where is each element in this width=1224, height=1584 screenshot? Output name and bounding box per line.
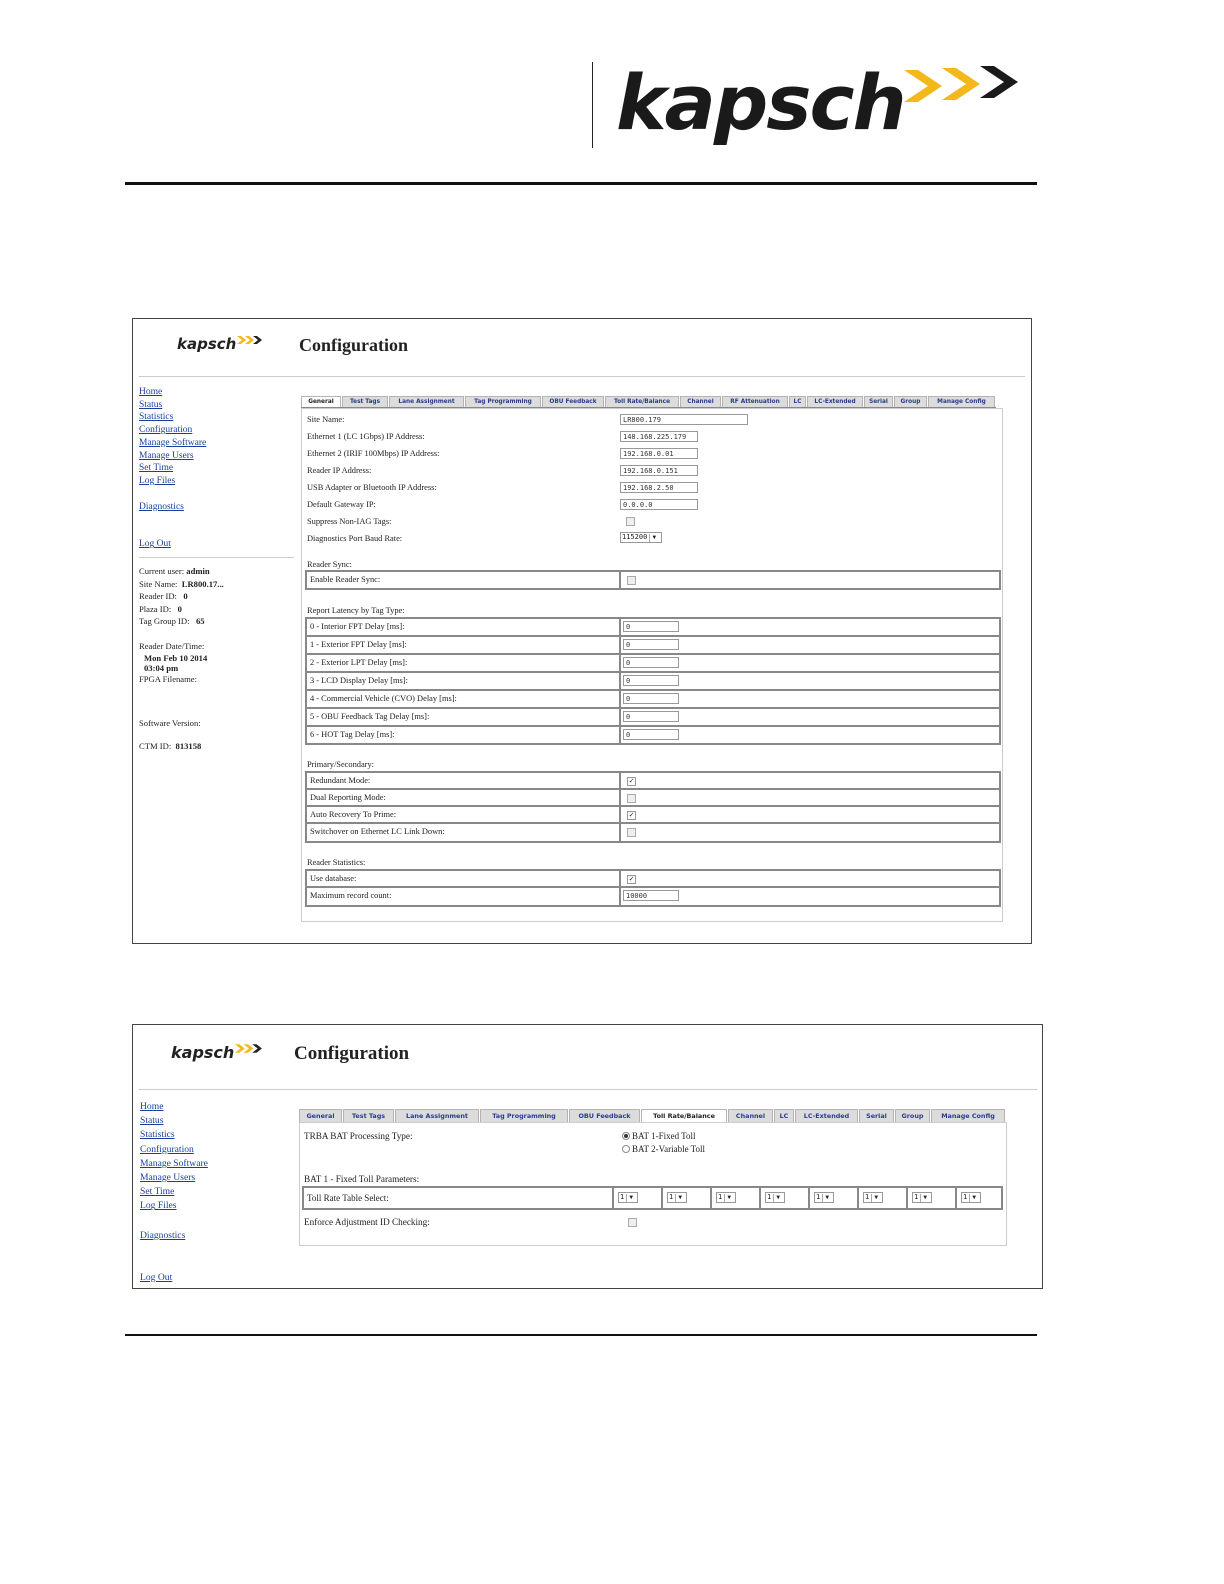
app-logo-arrows-icon	[237, 335, 263, 345]
tag-group-value: 65	[195, 616, 205, 627]
tab-toll-rate-balance[interactable]: Toll Rate/Balance	[641, 1109, 727, 1122]
plaza-id-value: 0	[177, 603, 182, 614]
app-logo-text: kapsch	[177, 335, 237, 353]
header-separator	[139, 376, 1025, 377]
column-divider	[808, 1188, 810, 1208]
header-divider	[592, 62, 593, 148]
max-record-label: Maximum record count:	[310, 891, 392, 900]
table-row	[307, 619, 999, 637]
use-database-checkbox[interactable]: ✓	[628, 875, 635, 883]
bat1-label: BAT 1-Fixed Toll	[632, 1131, 696, 1141]
field-label: Default Gateway IP:	[307, 500, 376, 509]
site-name-row	[139, 578, 224, 591]
tab-serial[interactable]: Serial	[859, 1109, 894, 1122]
footer-rule	[125, 1334, 1037, 1336]
latency-label: 0 - Interior FPT Delay [ms]:	[310, 622, 405, 631]
table-row	[307, 888, 999, 905]
table-row	[307, 727, 999, 743]
tab-lc[interactable]: LC	[774, 1109, 794, 1122]
current-user-row	[139, 565, 224, 578]
toll-table-select-4[interactable]	[765, 1192, 785, 1203]
ctm-id-value: 813158	[175, 740, 202, 751]
usb-ip-input[interactable]: 192.168.2.50	[620, 482, 698, 493]
nav-log-out[interactable]: Log Out	[140, 1271, 173, 1283]
select-value: 1	[669, 1193, 674, 1201]
nav-set-time[interactable]: Set Time	[139, 463, 174, 474]
fpga-filename-label: FPGA Filename:	[139, 673, 198, 684]
site-name-input[interactable]: LR800.179	[620, 414, 748, 425]
latency-input[interactable]: 0	[623, 657, 679, 668]
toll-table-select	[302, 1186, 1003, 1210]
nav-manage-users[interactable]: Manage Users	[140, 1172, 196, 1184]
toll-rate-panel	[299, 1122, 1007, 1246]
dual-reporting-checkbox[interactable]	[627, 794, 636, 803]
suppress-label: Suppress Non-IAG Tags:	[307, 517, 392, 526]
select-value: 1	[620, 1193, 625, 1201]
select-value: 1	[963, 1193, 968, 1201]
config-tabs	[301, 396, 996, 408]
sidebar-separator	[139, 557, 294, 558]
reader-date: Mon Feb 10 2014	[144, 652, 208, 663]
field-label: USB Adapter or Bluetooth IP Address:	[307, 483, 437, 492]
nav-statistics[interactable]: Statistics	[140, 1129, 175, 1141]
plaza-id-row	[139, 603, 224, 616]
switchover-checkbox[interactable]	[627, 828, 636, 837]
latency-input[interactable]: 0	[623, 693, 679, 704]
reader-sync-table	[305, 570, 1001, 590]
nav-log-out[interactable]: Log Out	[139, 539, 171, 550]
primary-label: Dual Reporting Mode:	[310, 793, 386, 802]
screenshot-toll-rate	[132, 1024, 1043, 1289]
header-separator	[139, 1089, 1037, 1090]
tab-rf-attenuation[interactable]: RF Attenuation	[722, 396, 788, 407]
current-user-label: Current user:	[139, 566, 185, 576]
screenshot-general	[132, 318, 1032, 944]
column-divider	[710, 1188, 712, 1208]
current-user-value: admin	[186, 566, 210, 576]
toll-table-select-1[interactable]	[618, 1192, 638, 1203]
field-label: Site Name:	[307, 415, 345, 424]
tab-test-tags[interactable]: Test Tags	[342, 396, 388, 407]
max-record-input[interactable]: 10000	[623, 890, 679, 901]
table-row	[307, 673, 999, 691]
column-divider	[955, 1188, 957, 1208]
reader-info	[139, 565, 224, 752]
tab-channel[interactable]: Channel	[728, 1109, 773, 1122]
field-label: Ethernet 1 (LC 1Gbps) IP Address:	[307, 432, 425, 441]
reader-time: 03:04 pm	[144, 662, 179, 673]
stats-heading: Reader Statistics:	[307, 858, 366, 867]
page-title: Configuration	[294, 1043, 410, 1064]
app-logo-text: kapsch	[171, 1043, 235, 1062]
redundant-mode-checkbox[interactable]: ✓	[628, 777, 635, 785]
tab-obu-feedback[interactable]: OBU Feedback	[569, 1109, 640, 1122]
toll-table-select-7[interactable]	[912, 1192, 932, 1203]
select-value: 1	[767, 1193, 772, 1201]
header-rule	[125, 182, 1037, 185]
ethernet1-ip-input[interactable]: 148.168.225.179	[620, 431, 698, 442]
nav-manage-software[interactable]: Manage Software	[139, 437, 207, 448]
primary-label: Switchover on Ethernet LC Link Down:	[310, 827, 445, 836]
app-logo	[171, 1043, 263, 1062]
gateway-ip-input[interactable]: 0.0.0.0	[620, 499, 698, 510]
field-label: Ethernet 2 (IRIF 100Mbps) IP Address:	[307, 449, 440, 458]
kapsch-logo	[616, 58, 905, 148]
nav-home[interactable]: Home	[139, 387, 163, 397]
baud-value: 115200	[622, 533, 648, 541]
chevron-down-icon: ▼	[773, 1194, 782, 1202]
ctm-id-row	[139, 740, 224, 753]
nav-menu	[139, 386, 206, 551]
reader-datetime-label: Reader Date/Time:	[139, 640, 205, 651]
tab-tag-programming[interactable]: Tag Programming	[480, 1109, 568, 1122]
bat2-label: BAT 2-Variable Toll	[632, 1144, 706, 1154]
tab-obu-feedback[interactable]: OBU Feedback	[542, 396, 604, 407]
primary-label: Redundant Mode:	[310, 776, 371, 785]
tab-test-tags[interactable]: Test Tags	[343, 1109, 394, 1122]
table-row	[307, 637, 999, 655]
chevron-down-icon: ▼	[626, 1194, 635, 1202]
config-tabs	[299, 1109, 1006, 1123]
tab-manage-config[interactable]: Manage Config	[931, 1109, 1005, 1122]
table-row	[307, 773, 999, 790]
select-value: 1	[718, 1193, 723, 1201]
stats-table	[305, 869, 1001, 907]
software-version-label: Software Version:	[139, 718, 201, 729]
column-divider	[857, 1188, 859, 1208]
use-database-label: Use database:	[310, 874, 357, 883]
tab-lc-extended[interactable]: LC-Extended	[807, 396, 863, 407]
chevron-down-icon: ▼	[724, 1194, 733, 1202]
tab-general[interactable]: General	[301, 396, 341, 407]
toll-table-label: Toll Rate Table Select:	[307, 1193, 389, 1203]
column-divider	[759, 1188, 761, 1208]
nav-log-files[interactable]: Log Files	[139, 475, 176, 486]
toll-table-select-5[interactable]	[814, 1192, 834, 1203]
chevron-down-icon: ▼	[649, 534, 658, 542]
table-row	[307, 655, 999, 673]
enforce-adjustment-checkbox[interactable]	[628, 1218, 637, 1227]
toll-table-select-2[interactable]	[667, 1192, 687, 1203]
nav-manage-software[interactable]: Manage Software	[140, 1157, 208, 1169]
latency-input[interactable]: 0	[623, 711, 679, 722]
chevron-down-icon: ▼	[675, 1194, 684, 1202]
app-logo	[177, 335, 263, 353]
primary-label: Auto Recovery To Prime:	[310, 810, 397, 819]
ethernet2-ip-input[interactable]: 192.168.0.01	[620, 448, 698, 459]
field-label: Reader IP Address:	[307, 466, 372, 475]
tab-manage-config[interactable]: Manage Config	[928, 396, 995, 407]
chevron-down-icon: ▼	[822, 1194, 831, 1202]
table-row	[307, 807, 999, 824]
reader-date-value	[139, 653, 224, 663]
reader-id-row	[139, 590, 224, 603]
tab-tag-programming[interactable]: Tag Programming	[465, 396, 541, 407]
latency-label: 6 - HOT Tag Delay [ms]:	[310, 730, 395, 739]
site-name-value: LR800.17...	[181, 578, 224, 589]
tag-group-row	[139, 615, 224, 628]
app-logo-arrows-icon	[235, 1043, 263, 1054]
nav-menu	[140, 1100, 208, 1285]
tab-serial[interactable]: Serial	[864, 396, 893, 407]
nav-statistics[interactable]: Statistics	[139, 412, 174, 423]
tab-general[interactable]: General	[299, 1109, 342, 1122]
primary-table	[305, 771, 1001, 843]
latency-label: 5 - OBU Feedback Tag Delay [ms]:	[310, 712, 430, 721]
fixed-toll-heading: BAT 1 - Fixed Toll Parameters:	[304, 1174, 420, 1184]
nav-diagnostics[interactable]: Diagnostics	[139, 501, 184, 512]
table-row	[307, 871, 999, 888]
baud-select[interactable]	[620, 532, 662, 543]
tag-group-label: Tag Group ID:	[139, 616, 190, 627]
chevron-down-icon: ▼	[920, 1194, 929, 1202]
latency-label: 1 - Exterior FPT Delay [ms]:	[310, 640, 407, 649]
select-value: 1	[865, 1193, 870, 1201]
reader-sync-heading: Reader Sync:	[307, 560, 352, 569]
enable-sync-checkbox[interactable]	[627, 576, 636, 585]
table-row	[307, 572, 999, 588]
plaza-id-label: Plaza ID:	[139, 603, 172, 614]
primary-heading: Primary/Secondary:	[307, 760, 374, 769]
tab-channel[interactable]: Channel	[680, 396, 721, 407]
nav-status[interactable]: Status	[139, 399, 163, 410]
table-row	[307, 709, 999, 727]
column-divider	[661, 1188, 663, 1208]
column-divider	[906, 1188, 908, 1208]
nav-diagnostics[interactable]: Diagnostics	[140, 1229, 186, 1241]
page-title: Configuration	[299, 335, 409, 355]
latency-input[interactable]: 0	[623, 675, 679, 686]
processing-type-label: TRBA BAT Processing Type:	[304, 1131, 413, 1141]
toll-table-select-6[interactable]	[863, 1192, 883, 1203]
bat1-radio[interactable]	[622, 1131, 696, 1141]
latency-input[interactable]: 0	[623, 621, 679, 632]
suppress-checkbox[interactable]	[626, 517, 635, 526]
bat2-radio[interactable]	[622, 1144, 705, 1154]
site-name-label: Site Name:	[139, 578, 178, 589]
tab-lane-assignment[interactable]: Lane Assignment	[389, 396, 464, 407]
chevron-down-icon: ▼	[871, 1194, 880, 1202]
ctm-id-label: CTM ID:	[139, 740, 172, 751]
nav-log-files[interactable]: Log Files	[140, 1200, 177, 1212]
nav-configuration[interactable]: Configuration	[140, 1143, 194, 1155]
nav-status[interactable]: Status	[140, 1115, 164, 1127]
tab-lane-assignment[interactable]: Lane Assignment	[395, 1109, 479, 1122]
select-value: 1	[914, 1193, 919, 1201]
table-row	[307, 824, 999, 841]
latency-input[interactable]: 0	[623, 729, 679, 740]
reader-id-value: 0	[183, 591, 188, 602]
latency-label: 2 - Exterior LPT Delay [ms]:	[310, 658, 408, 667]
baud-label: Diagnostics Port Baud Rate:	[307, 534, 403, 543]
enable-sync-label: Enable Reader Sync:	[310, 575, 381, 584]
nav-manage-users[interactable]: Manage Users	[139, 450, 194, 461]
radio-unselected-icon	[622, 1145, 630, 1153]
table-row	[307, 790, 999, 807]
reader-id-label: Reader ID:	[139, 591, 177, 602]
latency-label: 3 - LCD Display Delay [ms]:	[310, 676, 408, 685]
chevron-down-icon: ▼	[969, 1194, 978, 1202]
tab-lc-extended[interactable]: LC-Extended	[795, 1109, 858, 1122]
reader-ip-input[interactable]: 192.168.0.151	[620, 465, 698, 476]
latency-heading: Report Latency by Tag Type:	[307, 606, 405, 615]
latency-input[interactable]: 0	[623, 639, 679, 650]
latency-label: 4 - Commercial Vehicle (CVO) Delay [ms]:	[310, 694, 457, 703]
logo-arrows-icon	[898, 64, 1022, 114]
tab-toll-rate-balance[interactable]: Toll Rate/Balance	[605, 396, 679, 407]
enforce-adjustment-label: Enforce Adjustment ID Checking:	[304, 1217, 430, 1227]
toll-table-select-3[interactable]	[716, 1192, 736, 1203]
nav-configuration[interactable]: Configuration	[139, 425, 193, 436]
select-value: 1	[816, 1193, 821, 1201]
nav-home[interactable]: Home	[140, 1101, 164, 1112]
reader-time-value	[139, 663, 224, 673]
tab-group[interactable]: Group	[895, 1109, 930, 1122]
nav-set-time[interactable]: Set Time	[140, 1186, 175, 1198]
table-row	[307, 691, 999, 709]
latency-table	[305, 617, 1001, 745]
radio-selected-icon	[622, 1132, 630, 1140]
toll-table-select-8[interactable]	[961, 1192, 981, 1203]
tab-lc[interactable]: LC	[789, 396, 806, 407]
tab-group[interactable]: Group	[894, 396, 927, 407]
general-panel	[301, 408, 1003, 922]
logo-wordmark: kapsch	[616, 58, 905, 147]
column-divider	[612, 1188, 614, 1208]
auto-recovery-checkbox[interactable]: ✓	[628, 811, 635, 819]
